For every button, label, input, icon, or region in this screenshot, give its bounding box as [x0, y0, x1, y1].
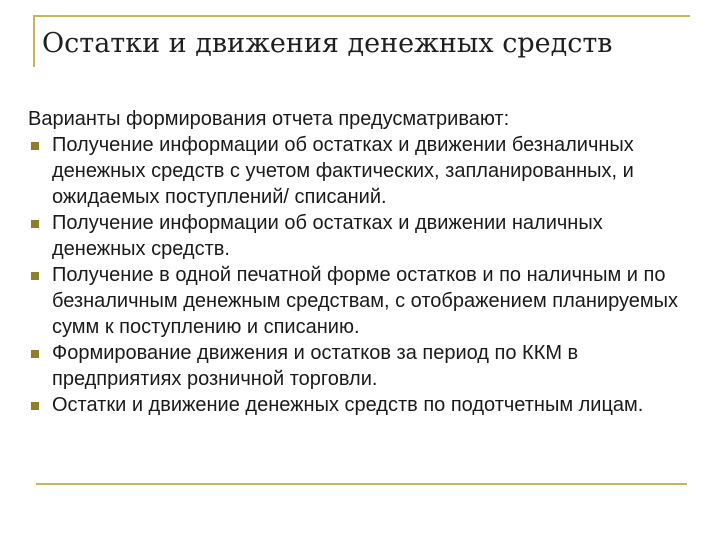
bullet-item [28, 132, 700, 210]
slide-body [28, 106, 700, 418]
bullet-text: Получение информации об остатках и движении наличных денежных средств. [52, 212, 603, 260]
bullet-text: Получение в одной печатной форме остатков и по наличным и по безналичным денежным средствам, с отображением планируемых сумм к поступлению и списанию. [52, 264, 679, 338]
bullet-text: Остатки и движение денежных средств по подотчетным лицам. [52, 394, 644, 416]
bullet-text: Получение информации об остатках и движении безналичных денежных средств с учетом фактических, запланированных, и ожидаемых поступлений/ списаний. [52, 134, 634, 208]
intro-text: Варианты формирования отчета предусматривают: [28, 108, 510, 130]
bullet-item [28, 262, 700, 340]
slide-title: Остатки и движения денежных средств [42, 28, 613, 59]
bullet-text: Формирование движения и остатков за период по ККМ в предприятиях розничной торговли. [52, 342, 579, 390]
square-bullet-icon [31, 350, 39, 358]
bullet-list [28, 132, 700, 418]
square-bullet-icon [31, 220, 39, 228]
title-frame-left-rule [33, 15, 35, 67]
square-bullet-icon [31, 142, 39, 150]
bullet-item [28, 210, 700, 262]
bullet-item [28, 340, 700, 392]
square-bullet-icon [31, 272, 39, 280]
footer-rule [36, 483, 687, 485]
title-frame-top-rule [33, 15, 690, 17]
bullet-item [28, 392, 700, 418]
square-bullet-icon [31, 402, 39, 410]
